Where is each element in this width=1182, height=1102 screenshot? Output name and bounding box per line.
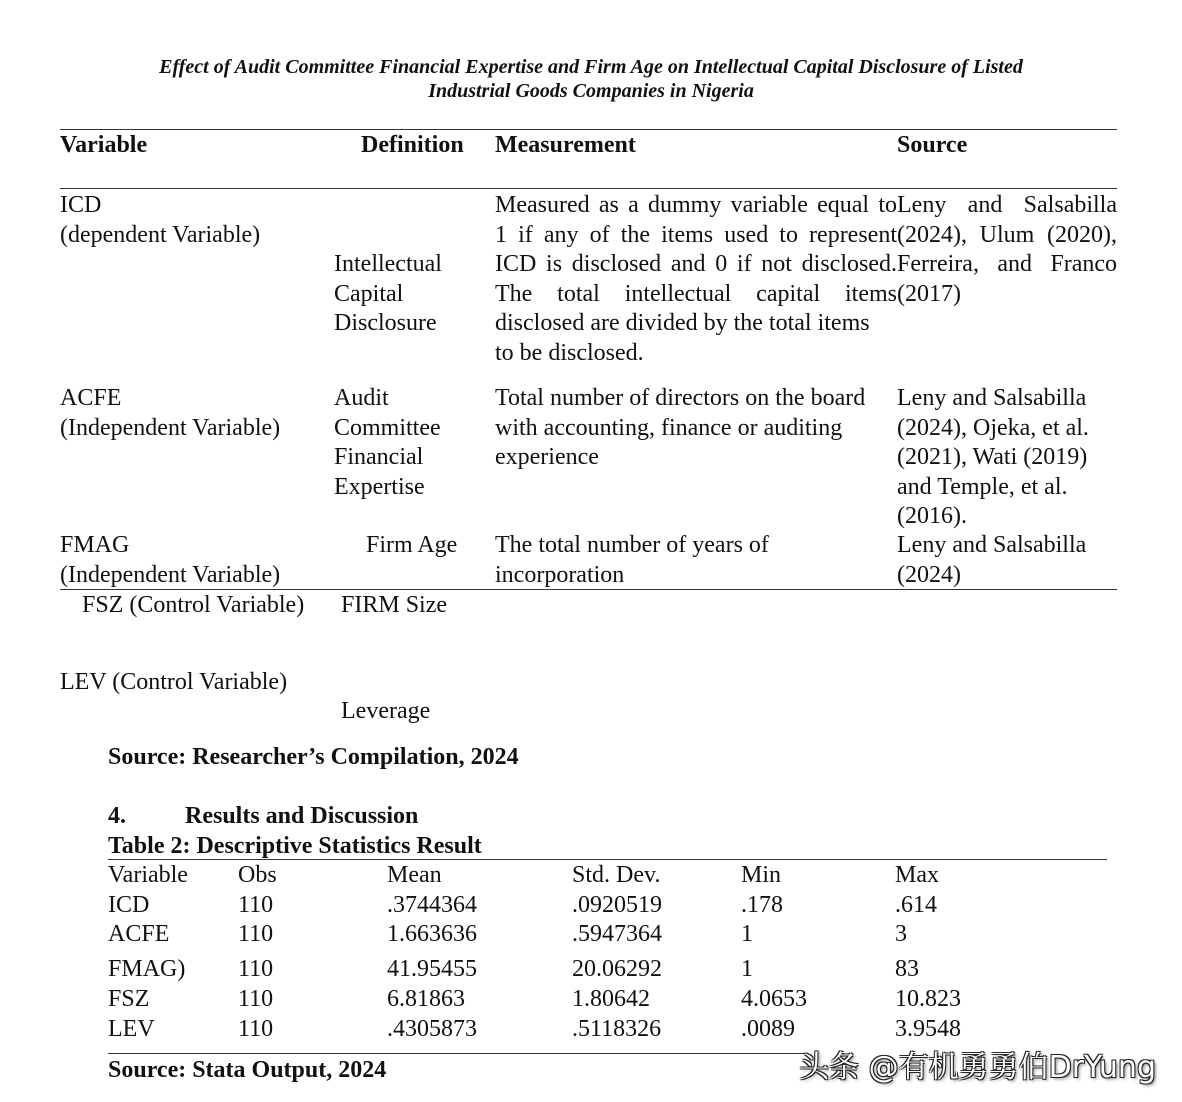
table1-row-fmag-measurement: The total number of years of incorporation xyxy=(495,532,769,588)
table1-row-icd-measurement: Measured as a dummy variable equal to 1 if any of the items used to represent ICD is disclosed and 0 if not disclosed. The total intellectual capital items disclosed are divided by the total items to be disclosed. xyxy=(495,192,897,366)
table2-cell-variable: ICD xyxy=(108,892,150,918)
table2-top-rule xyxy=(108,859,1107,860)
table2-cell-mean: 6.81863 xyxy=(387,986,465,1012)
table2-bottom-rule xyxy=(108,1053,808,1054)
table2-cell-std-dev: .5947364 xyxy=(572,921,662,947)
table1-row-fsz-definition: FIRM Size xyxy=(341,592,448,618)
table1-row-fmag-definition: Firm Age xyxy=(366,532,458,558)
table2-header-max: Max xyxy=(895,862,939,888)
table2-cell-mean: 1.663636 xyxy=(387,921,477,947)
table1-row-acfe-source: Leny and Salsabilla (2024), Ojeka, et al. (2021), Wati (2019) and Temple, et al. (2016). xyxy=(897,385,1089,530)
table2-cell-std-dev: 20.06292 xyxy=(572,956,662,982)
table1-header-variable: Variable xyxy=(60,132,148,158)
table1-row-icd-source: Leny and Salsabilla (2024), Ulum (2020), Ferreira, and Franco (2017) xyxy=(897,192,1117,307)
table2-cell-mean: .3744364 xyxy=(387,892,477,918)
table2-cell-max: 83 xyxy=(895,956,919,982)
section-heading: Results and Discussion xyxy=(185,803,419,829)
table2-cell-obs: 110 xyxy=(238,956,274,982)
table1-row-lev-variable: LEV (Control Variable) xyxy=(60,669,288,695)
paper-title-line-2: Industrial Goods Companies in Nigeria xyxy=(428,80,754,102)
table1-row-acfe-definition: Audit Committee Financial Expertise xyxy=(334,385,441,500)
table1-top-rule xyxy=(60,129,1117,130)
table1-source-note: Source: Researcher’s Compilation, 2024 xyxy=(108,744,519,770)
table1-row-icd-definition: Intellectual Capital Disclosure xyxy=(334,251,442,337)
table2-cell-obs: 110 xyxy=(238,921,274,947)
section-number: 4. xyxy=(108,803,126,829)
table2-cell-max: .614 xyxy=(895,892,937,918)
table2-cell-std-dev: .0920519 xyxy=(572,892,662,918)
table1-row-acfe-variable: ACFE (Independent Variable) xyxy=(60,385,281,441)
table1-row-lev-definition: Leverage xyxy=(341,698,431,724)
table2-cell-obs: 110 xyxy=(238,1016,274,1042)
table1-header-source: Source xyxy=(897,132,968,158)
table2-cell-variable: LEV xyxy=(108,1016,155,1042)
table1-row-fmag-source: Leny and Salsabilla (2024) xyxy=(897,532,1087,588)
table1-header-rule xyxy=(60,188,1117,189)
table2-header-obs: Obs xyxy=(238,862,277,888)
table2-cell-max: 3.9548 xyxy=(895,1016,961,1042)
table2-header-min: Min xyxy=(741,862,782,888)
table2-header-std-dev: Std. Dev. xyxy=(572,862,661,888)
table1-row-icd-variable: ICD (dependent Variable) xyxy=(60,192,261,248)
table2-cell-obs: 110 xyxy=(238,986,274,1012)
table2-cell-min: 4.0653 xyxy=(741,986,807,1012)
table2-cell-obs: 110 xyxy=(238,892,274,918)
table2-cell-std-dev: 1.80642 xyxy=(572,986,650,1012)
table1-row-acfe-measurement: Total number of directors on the board with accounting, finance or auditing experience xyxy=(495,385,866,471)
table2-cell-min: .0089 xyxy=(741,1016,795,1042)
table2-header-mean: Mean xyxy=(387,862,442,888)
table2-cell-mean: .4305873 xyxy=(387,1016,477,1042)
paper-title-line-1: Effect of Audit Committee Financial Expertise and Firm Age on Intellectual Capital Disclosure of Listed xyxy=(159,56,1023,78)
table1-header-measurement: Measurement xyxy=(495,132,636,158)
table2-cell-std-dev: .5118326 xyxy=(572,1016,662,1042)
table2-cell-max: 3 xyxy=(895,921,907,947)
table2-cell-max: 10.823 xyxy=(895,986,961,1012)
table2-cell-mean: 41.95455 xyxy=(387,956,477,982)
table2-cell-variable: FSZ xyxy=(108,986,150,1012)
table2-cell-min: 1 xyxy=(741,921,753,947)
watermark: 头条 @有机勇勇伯DrYung xyxy=(799,1050,1156,1085)
table2-cell-variable: FMAG) xyxy=(108,956,186,982)
table2-title: Table 2: Descriptive Statistics Result xyxy=(108,833,482,859)
table1-row-fmag-variable: FMAG (Independent Variable) xyxy=(60,532,281,588)
table1-header-definition: Definition xyxy=(361,132,464,158)
table2-cell-min: .178 xyxy=(741,892,783,918)
table2-source-note: Source: Stata Output, 2024 xyxy=(108,1057,387,1083)
table2-cell-variable: ACFE xyxy=(108,921,170,947)
table2-cell-min: 1 xyxy=(741,956,753,982)
table2-header-variable: Variable xyxy=(108,862,188,888)
table1-row-fsz-variable: FSZ (Control Variable) xyxy=(82,592,305,618)
